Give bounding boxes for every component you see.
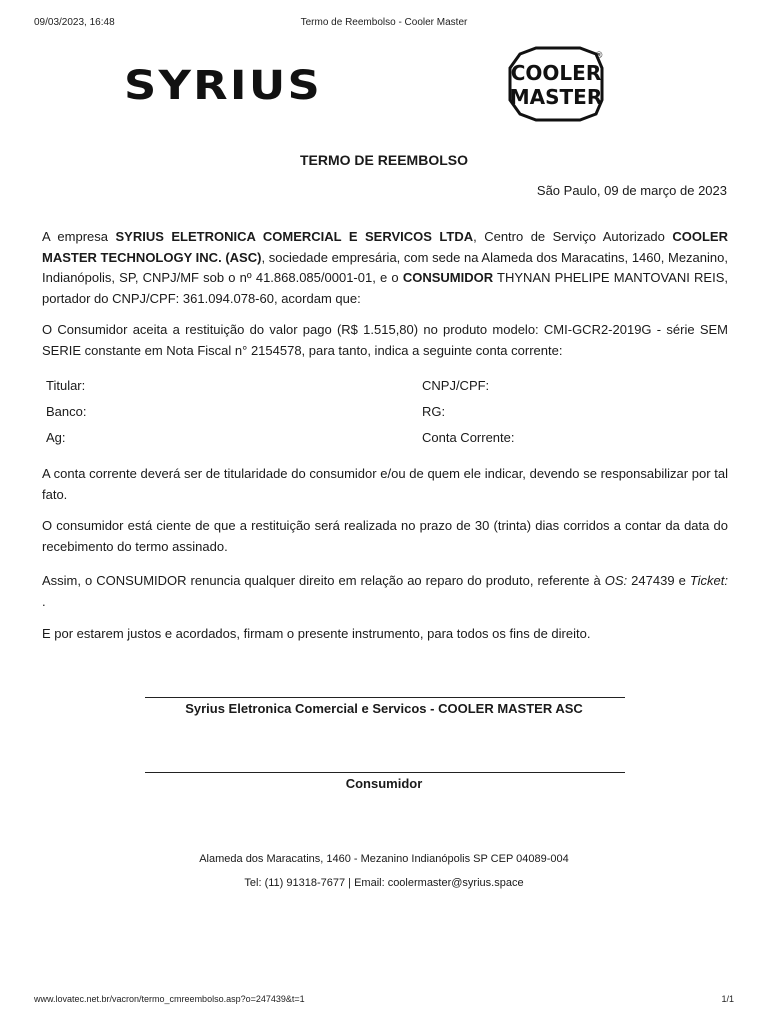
asc-name: COOLER MASTER TECHNOLOGY INC. (ASC) (42, 229, 728, 265)
print-datetime: 09/03/2023, 16:48 (34, 17, 115, 28)
date-line: São Paulo, 09 de março de 2023 (536, 183, 727, 198)
company-name: SYRIUS ELETRONICA COMERCIAL E SERVICOS LTDA (115, 229, 474, 244)
signature-label-company: Syrius Eletronica Comercial e Servicos - COOLER MASTER ASC (185, 701, 583, 716)
paragraph-deadline: O consumidor está ciente de que a restituição será realizada no prazo de 30 (trinta) dias corridos a contar da data do recebimento do termo assinado. (42, 518, 728, 554)
consumer-label: CONSUMIDOR (402, 270, 494, 285)
ticket-label: Ticket: (689, 573, 728, 588)
signature-line-consumer (145, 772, 625, 773)
paragraph-account-ownership: A conta corrente deverá ser de titularidade do consumidor e/ou de quem ele indicar, devendo se responsabilizar por tal fato. (42, 466, 728, 502)
os-label: OS: (604, 573, 628, 588)
print-page-title: Termo de Reembolso - Cooler Master (300, 17, 468, 28)
print-url: www.lovatec.net.br/vacron/termo_cmreembolso.asp?o=247439&t=1 (34, 994, 305, 1004)
syrius-logo: SYRIUS (124, 63, 322, 109)
signature-label-consumer: Consumidor (345, 776, 423, 791)
master-text: MASTER (509, 85, 603, 109)
field-cnpj-cpf: CNPJ/CPF: (422, 378, 490, 393)
registered-mark: ® (594, 51, 604, 61)
cooler-text: COOLER (510, 61, 602, 85)
paragraph-parties: A empresa SYRIUS ELETRONICA COMERCIAL E SERVICOS LTDA, Centro de Serviço Autorizado COOLER MASTER TECHNOLOGY INC. (ASC), sociedade empresária, com sede na Alameda dos Maracatins, 1460, Mezanino, Indianópolis, SP, CNPJ/MF sob o nº 41.868.085/0001-01, e o CONSUMIDOR THYNAN PHELIPE MANTOVANI REIS, portador do CNPJ/CPF: 361.094.078-60, acordam que: (42, 229, 728, 306)
company-address: Alameda dos Maracatins, 1460 - Mezanino Indianópolis SP CEP 04089-004 (199, 853, 569, 865)
company-contact: Tel: (11) 91318-7677 | Email: coolermaster@syrius.space (244, 877, 524, 889)
field-conta-corrente: Conta Corrente: (422, 430, 515, 445)
paragraph-waiver: Assim, o CONSUMIDOR renuncia qualquer direito em relação ao reparo do produto, referente à OS: 247439 e Ticket: . (42, 573, 728, 609)
field-rg: RG: (422, 404, 446, 419)
field-ag: Ag: (46, 430, 66, 445)
print-page-number: 1/1 (721, 994, 734, 1004)
signature-line-company (145, 697, 625, 698)
paragraph-refund: O Consumidor aceita a restituição do valor pago (R$ 1.515,80) no produto modelo: CMI-GCR2-2019G - série SEM SERIE constante em Nota Fiscal n° 2154578, para tanto, indica a seguinte conta corrente: (42, 322, 728, 358)
cooler-master-logo (506, 46, 606, 122)
paragraph-closing: E por estarem justos e acordados, firmam o presente instrumento, para todos os fins de direito. (42, 626, 591, 641)
field-titular: Titular: (46, 378, 86, 393)
field-banco: Banco: (46, 404, 87, 419)
document-title: TERMO DE REEMBOLSO (299, 152, 468, 168)
